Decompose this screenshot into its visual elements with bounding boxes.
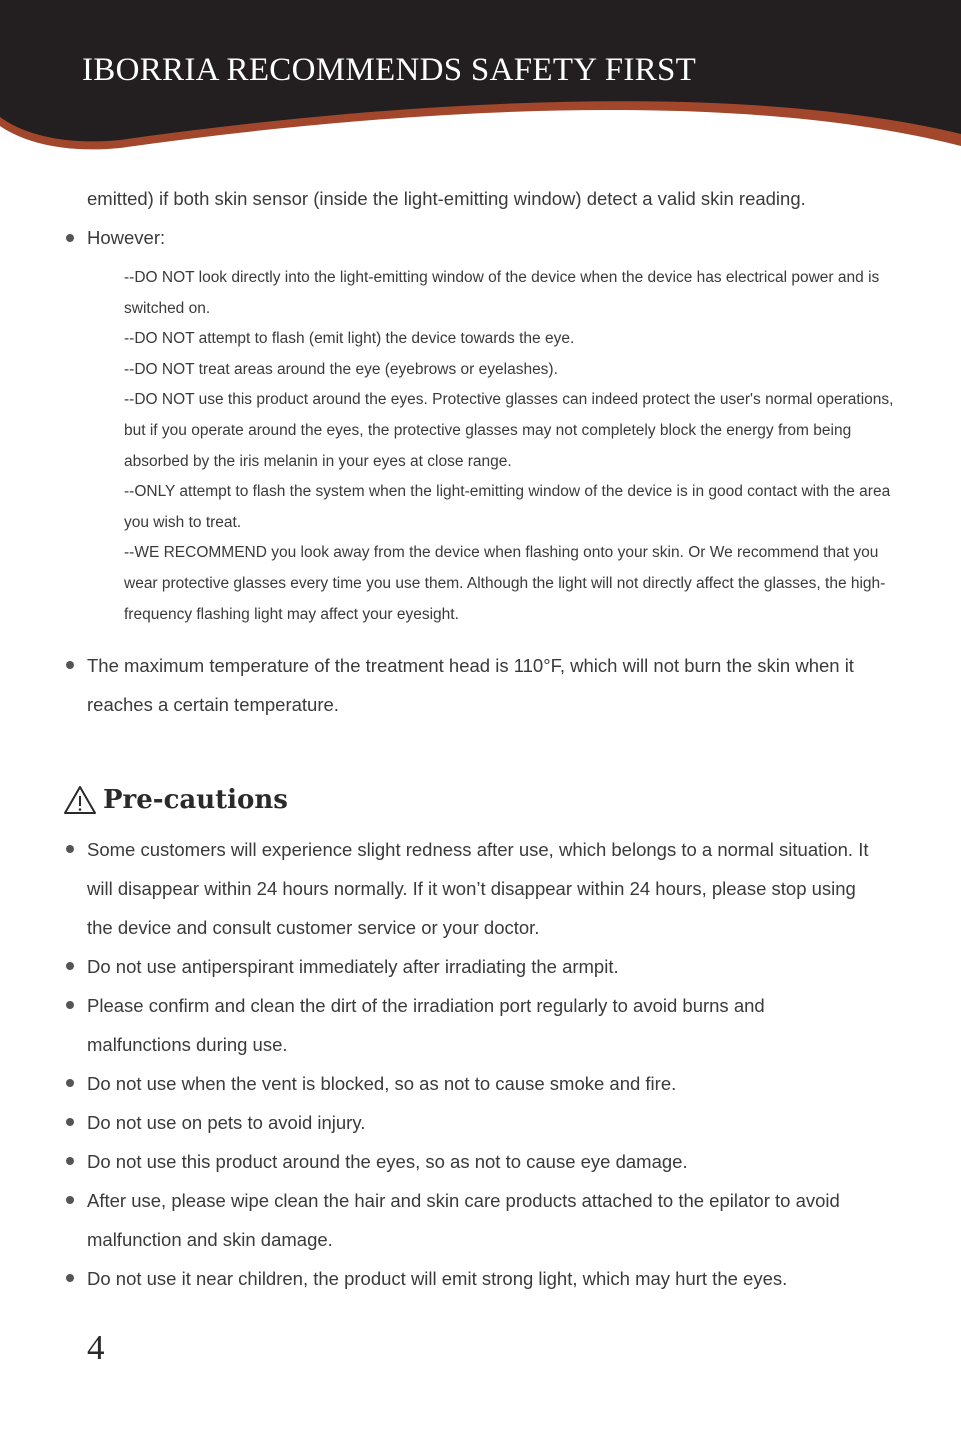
precaution-item: Some customers will experience slight redness after use, which belongs to a normal situation. It will disappear within 24 hours normally. If it won’t disappear within 24 hours, please stop using the device and consult customer service or your doctor. xyxy=(87,839,869,938)
bullet-dot xyxy=(66,1157,74,1165)
warning-item: --DO NOT look directly into the light-emitting window of the device when the device has electrical power and is switched on. xyxy=(124,269,880,317)
warning-item: --DO NOT use this product around the eyes. Protective glasses can indeed protect the user's normal operations, but if you operate around the eyes, the protective glasses may not completely block the energy from being absorbed by the iris melanin in your eyes at close range. xyxy=(124,391,894,470)
bullet-dot xyxy=(66,1274,74,1282)
bullet-dot xyxy=(66,1118,74,1126)
warnings-list xyxy=(124,263,904,630)
warning-item: --WE RECOMMEND you look away from the device when flashing onto your skin. Or We recommend that you wear protective glasses every time you use them. Although the light will not directly affect the glasses, the high-frequency flashing light may affect your eyesight. xyxy=(124,544,886,623)
warning-item: --DO NOT treat areas around the eye (eyebrows or eyelashes). xyxy=(124,360,558,378)
page-number: 4 xyxy=(87,1328,105,1367)
intro-continuation: emitted) if both skin sensor (inside the light-emitting window) detect a valid skin reading. xyxy=(87,188,806,209)
precaution-item: Do not use on pets to avoid injury. xyxy=(87,1112,366,1133)
however-label: However: xyxy=(87,227,166,248)
bullet-dot xyxy=(66,962,74,970)
precaution-item: Please confirm and clean the dirt of the irradiation port regularly to avoid burns and malfunctions during use. xyxy=(87,995,765,1055)
warning-triangle-icon xyxy=(63,785,97,815)
precaution-item: Do not use it near children, the product will emit strong light, which may hurt the eyes. xyxy=(87,1268,788,1289)
bullet-dot xyxy=(66,845,74,853)
warning-item: --ONLY attempt to flash the system when the light-emitting window of the device is in good contact with the area you wish to treat. xyxy=(124,483,891,531)
precautions-heading xyxy=(63,780,288,820)
page-title: IBORRIA RECOMMENDS SAFETY FIRST xyxy=(82,52,697,88)
section-title: Pre-cautions xyxy=(103,785,288,815)
page-header xyxy=(0,0,961,160)
precaution-item: Do not use when the vent is blocked, so as not to cause smoke and fire. xyxy=(87,1073,677,1094)
precaution-item: After use, please wipe clean the hair and skin care products attached to the epilator to avoid malfunction and skin damage. xyxy=(87,1190,840,1250)
precaution-item: Do not use antiperspirant immediately after irradiating the armpit. xyxy=(87,956,619,977)
warning-item: --DO NOT attempt to flash (emit light) the device towards the eye. xyxy=(124,330,575,348)
bullet-dot xyxy=(66,1196,74,1204)
bullet-dot xyxy=(66,1079,74,1087)
bullet-dot xyxy=(66,661,74,669)
temperature-note: The maximum temperature of the treatment head is 110°F, which will not burn the skin when it reaches a certain temperature. xyxy=(87,655,854,715)
precaution-item: Do not use this product around the eyes, so as not to cause eye damage. xyxy=(87,1151,688,1172)
bullet-dot xyxy=(66,234,74,242)
bullet-dot xyxy=(66,1001,74,1009)
